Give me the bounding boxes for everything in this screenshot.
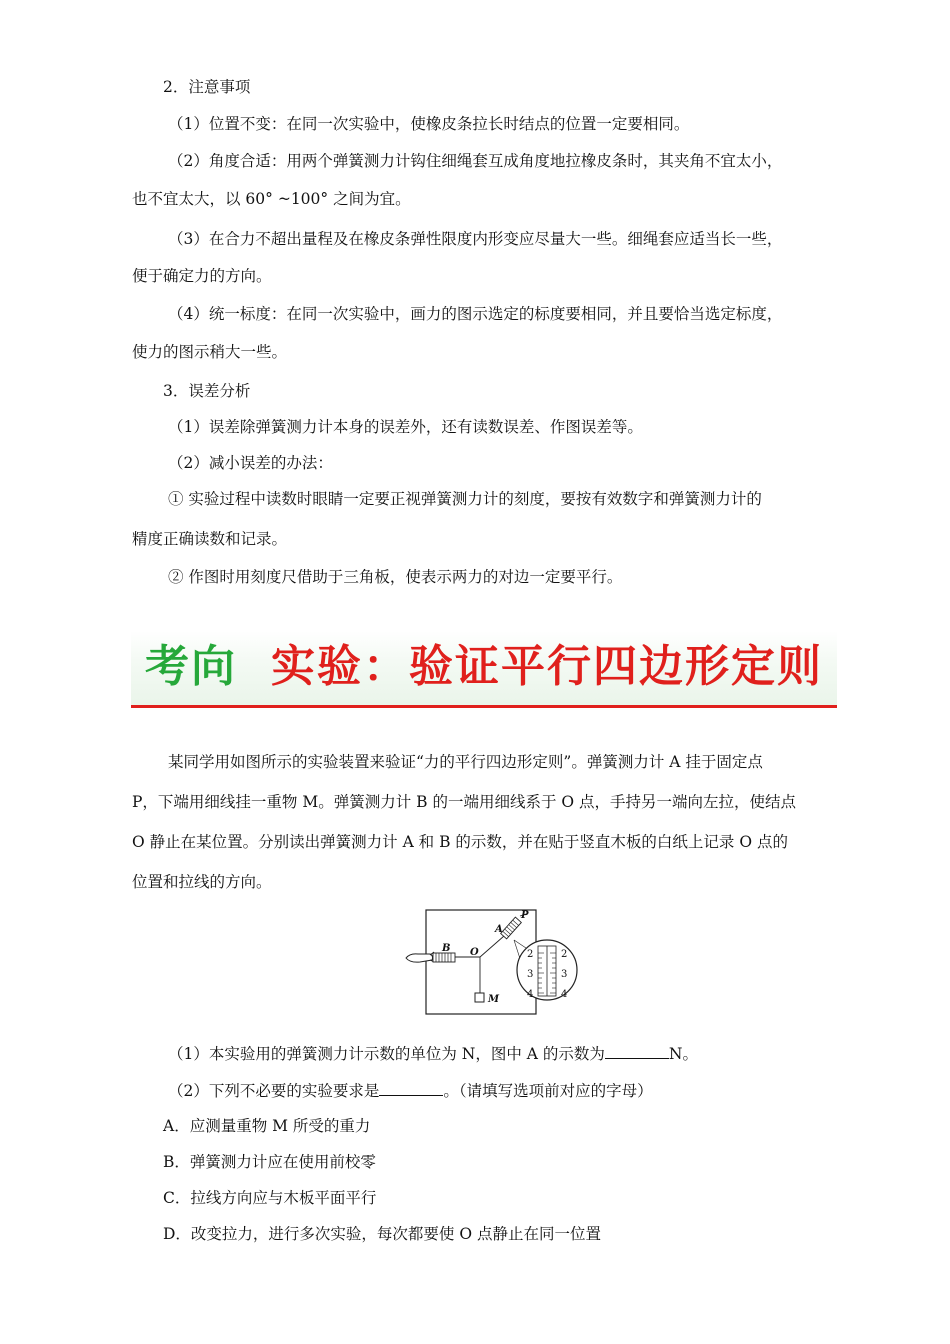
problem-line-2: P，下端用细线挂一重物 M。弹簧测力计 B 的一端用细线系于 O 点，手持另一端向左拉，使结点 bbox=[132, 793, 797, 811]
question-2-text: （2）下列不必要的实验要求是 bbox=[168, 1082, 380, 1100]
question-2 bbox=[168, 1081, 653, 1101]
note-3-line-1: （3）在合力不超出量程及在橡皮条弹性限度内形变应尽量大一些。细绳套应适当长一些， bbox=[168, 230, 783, 248]
option-c: C．拉线方向应与木板平面平行 bbox=[163, 1189, 377, 1207]
label-b: B bbox=[442, 943, 451, 954]
answer-blank-2[interactable] bbox=[379, 1081, 443, 1096]
question-2-hint: 。（请填写选项前对应的字母） bbox=[443, 1082, 653, 1100]
note-1: （1）位置不变：在同一次实验中，使橡皮条拉长时结点的位置一定要相同。 bbox=[168, 115, 690, 133]
scale-left-4: 4 bbox=[527, 989, 534, 1000]
answer-blank-1[interactable] bbox=[605, 1044, 669, 1059]
error-2: （2）减小误差的办法： bbox=[168, 454, 333, 472]
error-method-2: ② 作图时用刻度尺借助于三角板，使表示两力的对边一定要平行。 bbox=[168, 568, 623, 586]
section-title-notes: 2．注意事项 bbox=[163, 78, 251, 96]
error-method-1-line-1: ① 实验过程中读数时眼睛一定要正视弹簧测力计的刻度，要按有效数字和弹簧测力计的 bbox=[168, 490, 762, 508]
error-1: （1）误差除弹簧测力计本身的误差外，还有读数误差、作图误差等。 bbox=[168, 418, 643, 436]
note-4-line-2: 使力的图示稍大一些。 bbox=[132, 343, 288, 361]
question-1-text: （1）本实验用的弹簧测力计示数的单位为 N，图中 A 的示数为 bbox=[168, 1045, 605, 1063]
question-1 bbox=[168, 1044, 698, 1064]
label-a: A bbox=[495, 924, 503, 935]
option-b: B．弹簧测力计应在使用前校零 bbox=[163, 1153, 376, 1171]
note-4-line-1: （4）统一标度：在同一次实验中，画力的图示选定的标度要相同，并且要恰当选定标度， bbox=[168, 305, 783, 323]
problem-line-1: 某同学用如图所示的实验装置来验证“力的平行四边形定则”。弹簧测力计 A 挂于固定点 bbox=[168, 753, 763, 771]
scale-right-2: 2 bbox=[561, 949, 568, 960]
banner-title: 实验：验证平行四边形定则 bbox=[271, 641, 823, 692]
label-m: M bbox=[488, 994, 500, 1005]
banner-label: 考向 bbox=[145, 641, 237, 692]
section-title-errors: 3．误差分析 bbox=[163, 382, 251, 400]
label-p: P bbox=[521, 910, 529, 921]
error-method-1-line-2: 精度正确读数和记录。 bbox=[132, 530, 288, 548]
note-3-line-2: 便于确定力的方向。 bbox=[132, 267, 272, 285]
scale-left-2: 2 bbox=[527, 949, 534, 960]
scale-left-3: 3 bbox=[527, 969, 534, 980]
option-d: D．改变拉力，进行多次实验，每次都要使 O 点静止在同一位置 bbox=[163, 1225, 601, 1243]
question-1-unit: N。 bbox=[668, 1045, 698, 1063]
note-2-line-1: （2）角度合适：用两个弹簧测力计钩住细绳套互成角度地拉橡皮条时，其夹角不宜太小， bbox=[168, 152, 783, 170]
scale-right-4: 4 bbox=[561, 989, 568, 1000]
label-o: O bbox=[470, 947, 479, 958]
problem-line-4: 位置和拉线的方向。 bbox=[132, 873, 272, 891]
note-2-line-2: 也不宜太大，以 60° ~100° 之间为宜。 bbox=[132, 190, 411, 208]
option-a: A．应测量重物 M 所受的重力 bbox=[163, 1117, 371, 1135]
experiment-diagram bbox=[404, 908, 582, 1018]
problem-line-3: O 静止在某位置。分别读出弹簧测力计 A 和 B 的示数，并在贴于竖直木板的白纸上记录 O 点的 bbox=[132, 833, 788, 851]
topic-banner bbox=[131, 631, 837, 708]
scale-right-3: 3 bbox=[561, 969, 568, 980]
